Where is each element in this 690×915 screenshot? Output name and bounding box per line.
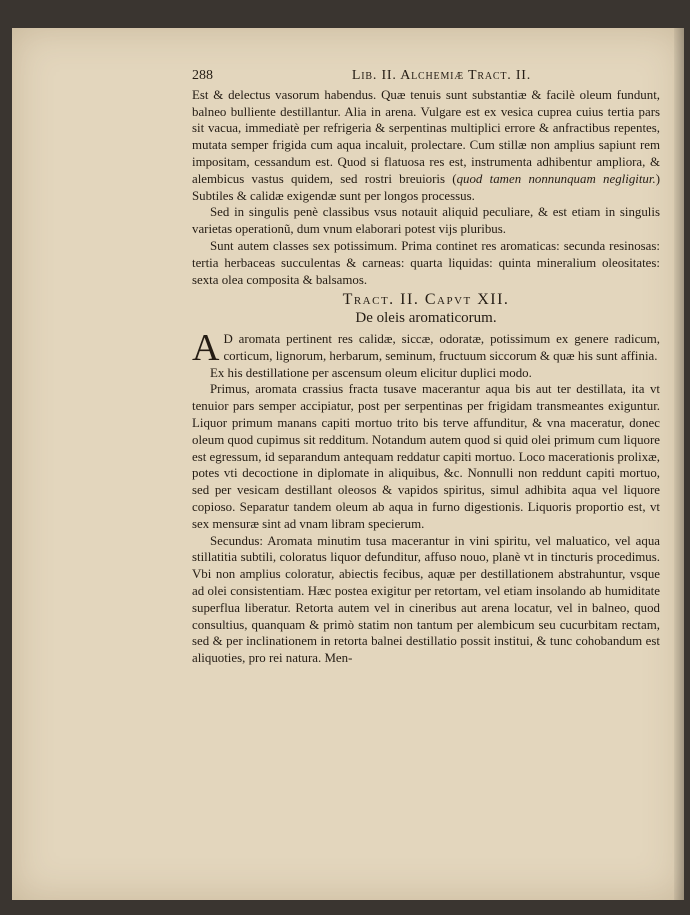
intro-text-1: Est & delectus vasorum habendus. Quæ tenuis sunt substantiæ & facilè oleum fundunt, balneo bulliente destillantur. Alia in arena. Vulgare est ex vesica cuprea cuius tertia pars sit vacua, immediatè per refrigeria & serpentinas multiplici errore & anfractibus repentes, mutata semper frigida cum aqua incaluit, prolectare. Cum stillæ non amplius sapiunt rem impositam, cessandum est. Quod si flatuosa res est, instrumenta adhibentur ampliora, & alembicus vastus quidem, sed rostri breuioris ( (192, 87, 660, 186)
book-page (12, 28, 684, 900)
opening-text: D aromata pertinent res calidæ, siccæ, odoratæ, potissimum ex genere radicum, corticum, lignorum, herbarum, seminum, fructuum siccorum & quæ his sunt affinia. (223, 331, 660, 363)
page-gutter-shadow (674, 28, 684, 900)
intro-text-2: ) Subtiles & calidæ exigendæ sunt per longos processus. (192, 171, 660, 203)
running-title: Lib. II. Alchemiæ Tract. II. (351, 68, 532, 83)
chapter-title: Tract. II. Capvt XII. (342, 291, 510, 309)
intro-paragraph (192, 87, 660, 205)
paragraph-duplici-modo: Ex his destillatione per ascensum oleum elicitur duplici modo. (210, 365, 532, 380)
paragraph-varietas: Sed in singulis penè classibus vsus notauit aliquid peculiare, & est etiam in singulis varietas operationũ, dum vnum elaborari potest vijs pluribus. (192, 205, 660, 237)
page-number: 288 (192, 68, 213, 83)
intro-italic-aside: quod tamen nonnunquam negligitur. (456, 171, 656, 186)
drop-cap: A (192, 326, 220, 369)
chapter-subtitle: De oleis aromaticorum. (355, 310, 497, 327)
opening-paragraph (192, 326, 660, 369)
paragraph-secundus: Secundus: Aromata minutim tusa macerantur in vini spiritu, vel maluatico, vel aqua stillatitia subtili, coloratus liquor defunditur, affuso nouo, planè vt in tincturis procedimus. Vbi non amplius coloratur, abiectis fecibus, aquæ per destillationem abstrahuntur, vsque ad olei consistentiam. Hæc postea exigitur per retortam, vel etiam insolando ab humiditate superflua liberatur. Retorta autem vel in cineribus aut arena locatur, vel in balneo, quod consultius, quanquam & primò statim non tantum per alembicum seu cucurbitam rectam, sed & per inclinationem in retorta balnei destillatio possit institui, & tunc cohobandum est aliquoties, pro rei natura. Men- (192, 533, 660, 666)
text-block (192, 68, 660, 667)
running-header (192, 68, 660, 85)
paragraph-primus: Primus, aromata crassius fracta tusave macerantur aqua bis aut ter destillata, ita vt tenuior pars semper accipiatur, post per serpentinas per frigidam transmeantes exiguntur. Liquor primum manans capiti mortuo trito bis terve affunditur, & vna maceratur, donec oleum quod cupimus sit redditum. Notandum autem quod si quid olei primum cum liquore est egressum, id separandum antequam reddatur capiti mortuo. Loco macerationis prolixæ, potes vti decoctione in diplomate in aliquibus, &c. Nonnulli non reddunt capiti mortuo, sed per vesicam destillant oleosos & vapidos spiritus, simul adhibita aqua vel liquore copioso. Separatur tandem oleum ab aqua in furno digestionis. Liquoris proportio est, vt sex mensuræ sint ad vnam libram specierum. (192, 382, 660, 531)
paragraph-classes: Sunt autem classes sex potissimum. Prima continet res aromaticas: secunda resinosas: tertia herbaceas succulentas & carneas: quarta liquidas: quinta mineralium oleositates: sexta olea composita & balsamos. (192, 238, 660, 287)
